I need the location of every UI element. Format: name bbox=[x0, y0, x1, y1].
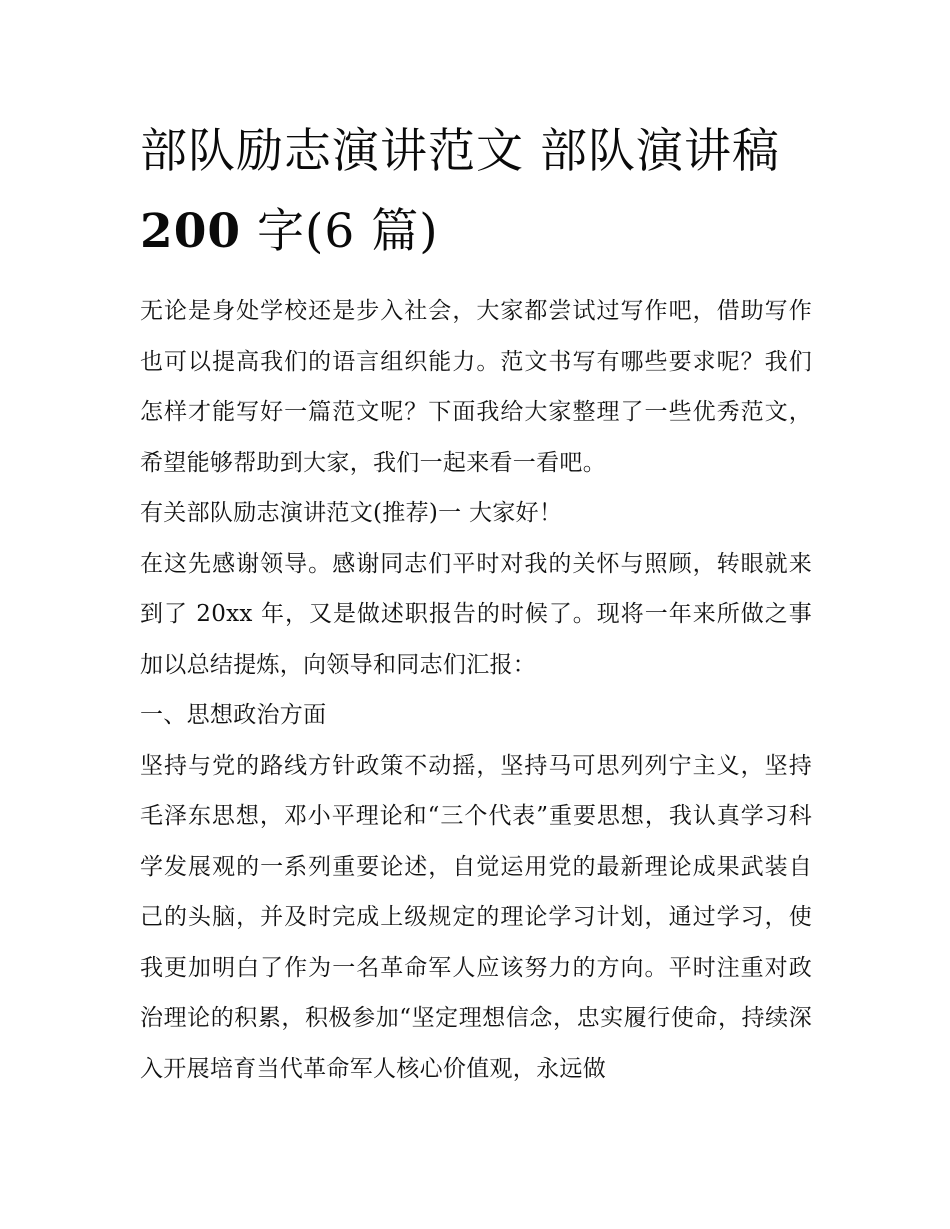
subsection-heading: 一、思想政治方面 bbox=[140, 702, 327, 728]
title-line-1: 部队励志演讲范文 部队演讲稿 bbox=[140, 124, 780, 179]
title-line-2: 字(6 篇) bbox=[241, 204, 439, 259]
ideology-paragraph: 坚持与党的路线方针政策不动摇，坚持马可思列列宁主义，坚持毛泽东思想，邓小平理论和“三个代表”重要思想，我认真学习科学发展观的一系列重要论述，自觉运用党的最新理论成果武装自己的头脑，并及时完成上级规定的理论学习计划，通过学习，使我更加明白了作为一名革命军人应该努力的方向。平时注重对政治理论的积累，积极参加“坚定理想信念，忠实履行使命，持续深入开展培育当代革命军人核心价值观，永远做 bbox=[140, 752, 812, 1082]
thanks-paragraph: 在这先感谢领导。感谢同志们平时对我的关怀与照顾，转眼就来到了 20xx 年，又是做述职报告的时候了。现将一年来所做之事加以总结提炼，向领导和同志们汇报： bbox=[140, 550, 812, 678]
intro-paragraph: 无论是身处学校还是步入社会，大家都尝试过写作吧，借助写作也可以提高我们的语言组织能力。范文书写有哪些要求呢？我们怎样才能写好一篇范文呢？下面我给大家整理了一些优秀范文，希望能够帮助到大家，我们一起来看一看吧。 bbox=[140, 298, 812, 476]
document-title bbox=[140, 112, 812, 272]
title-number: 200 bbox=[140, 204, 242, 259]
section-heading-paragraph: 有关部队励志演讲范文(推荐)一 大家好！ bbox=[140, 500, 563, 526]
document-body bbox=[140, 112, 812, 1094]
